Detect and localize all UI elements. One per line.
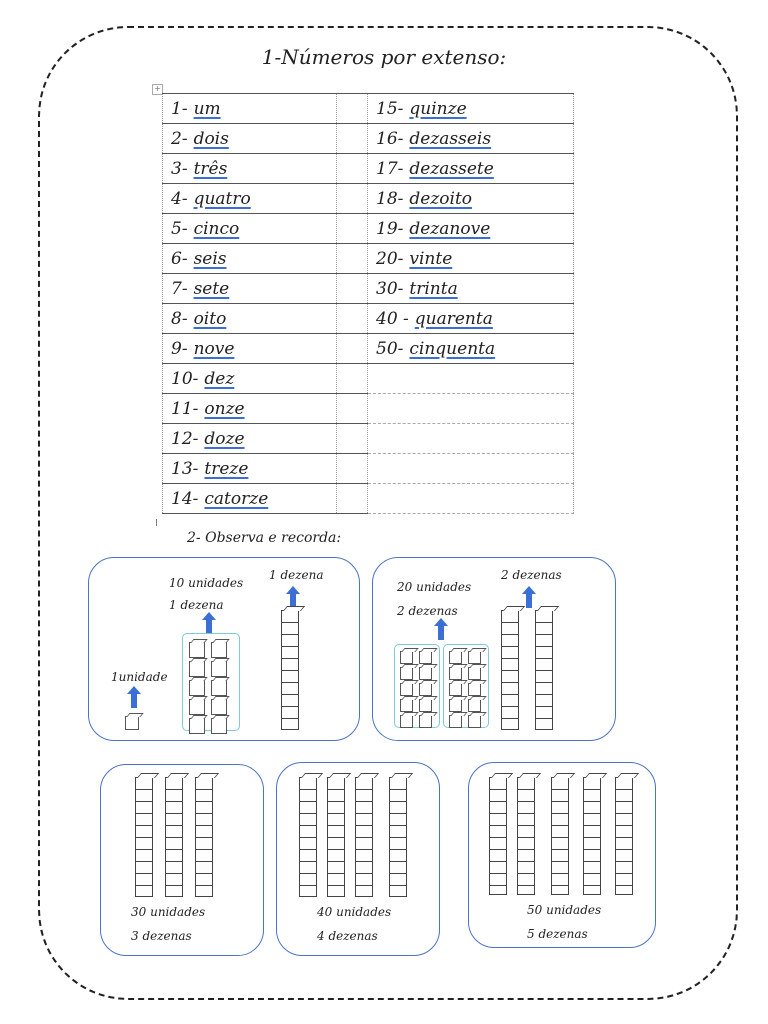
table-row — [163, 484, 574, 514]
number-word: oito — [193, 308, 227, 329]
unit-cube — [211, 661, 227, 677]
table-cell[interactable] — [337, 124, 368, 154]
table-cell[interactable] — [337, 304, 368, 334]
arrow-up-icon — [433, 618, 449, 640]
table-cell[interactable] — [337, 94, 368, 124]
table-row — [163, 454, 574, 484]
number-label: 16- — [376, 128, 404, 149]
table-cell[interactable] — [337, 484, 368, 514]
section-title: 2- Observa e recorda: — [187, 530, 342, 546]
box-one-dezena — [88, 557, 360, 741]
table-cell[interactable] — [337, 364, 368, 394]
number-word: sete — [193, 278, 230, 299]
number-word: quinze — [409, 98, 467, 119]
dezenas-label: 4 dezenas — [317, 929, 378, 943]
table-cell[interactable] — [337, 334, 368, 364]
ten-units-group — [394, 644, 440, 728]
box-two-dezenas — [372, 557, 616, 741]
unit-cube — [211, 718, 227, 734]
table-cell[interactable] — [163, 424, 337, 454]
table-cell[interactable] — [337, 244, 368, 274]
ten-rod — [517, 777, 535, 895]
unit-cube — [419, 683, 432, 696]
number-label: 2- — [171, 128, 188, 149]
number-label: 15- — [376, 98, 404, 119]
number-word: quatro — [193, 188, 251, 209]
table-cell[interactable] — [337, 154, 368, 184]
unit-label: 1unidade — [111, 670, 168, 684]
table-cell[interactable] — [337, 274, 368, 304]
number-label: 19- — [376, 218, 404, 239]
table-cell[interactable] — [163, 124, 337, 154]
unit-cube — [211, 642, 227, 658]
table-cell[interactable] — [368, 394, 574, 424]
ten-rod — [299, 777, 317, 897]
number-label: 18- — [376, 188, 404, 209]
unit-cube — [189, 642, 205, 658]
unit-cube — [189, 699, 205, 715]
ten-rod — [551, 777, 569, 895]
unit-cube — [449, 715, 462, 728]
unit-cube — [449, 683, 462, 696]
units-label: 50 unidades — [527, 903, 602, 917]
number-word: vinte — [409, 248, 453, 269]
table-cell[interactable] — [337, 184, 368, 214]
units-label: 40 unidades — [317, 905, 392, 919]
unit-cube — [400, 667, 413, 680]
table-cell[interactable] — [368, 484, 574, 514]
ten-rod — [327, 777, 345, 897]
table-cell[interactable] — [368, 274, 574, 304]
table-cell[interactable] — [163, 364, 337, 394]
number-word: seis — [193, 248, 227, 269]
dezenas-label: 5 dezenas — [527, 927, 588, 941]
table-row — [163, 94, 574, 124]
ten-rod — [535, 610, 553, 730]
table-row — [163, 154, 574, 184]
number-word: cinco — [193, 218, 240, 239]
table-cell[interactable] — [368, 94, 574, 124]
table-row — [163, 334, 574, 364]
number-word: treze — [204, 458, 249, 479]
unit-cube — [468, 715, 481, 728]
table-row — [163, 214, 574, 244]
number-word: doze — [204, 428, 245, 449]
dezenas-label: 3 dezenas — [131, 929, 192, 943]
table-row — [163, 274, 574, 304]
text-cursor: I — [155, 518, 158, 529]
table-cell[interactable] — [337, 454, 368, 484]
number-label: 4- — [171, 188, 188, 209]
units-label: 20 unidades — [397, 580, 472, 594]
number-label: 10- — [171, 368, 199, 389]
unit-cube — [189, 680, 205, 696]
number-label: 11- — [171, 398, 199, 419]
table-cell[interactable] — [163, 304, 337, 334]
number-word: catorze — [204, 488, 269, 509]
number-word: trinta — [409, 278, 458, 299]
unit-cube — [449, 667, 462, 680]
rod-label: 1 dezena — [269, 568, 324, 582]
table-cell[interactable] — [163, 334, 337, 364]
unit-cube — [468, 667, 481, 680]
unit-cube — [449, 651, 462, 664]
number-label: 6- — [171, 248, 188, 269]
box-three-dezenas — [100, 764, 264, 956]
table-cell[interactable] — [163, 244, 337, 274]
unit-cube — [400, 699, 413, 712]
unit-cube — [400, 651, 413, 664]
number-word: dezanove — [409, 218, 491, 239]
number-label: 12- — [171, 428, 199, 449]
page-title: 1-Números por extenso: — [261, 45, 507, 69]
ten-rod — [615, 777, 633, 895]
arrow-up-icon — [521, 586, 537, 608]
unit-cube — [400, 683, 413, 696]
number-label: 14- — [171, 488, 199, 509]
number-label: 7- — [171, 278, 188, 299]
table-cell[interactable] — [368, 454, 574, 484]
ten-rod — [389, 777, 407, 897]
table-row — [163, 184, 574, 214]
number-label: 17- — [376, 158, 404, 179]
unit-cube — [468, 699, 481, 712]
unit-cube — [189, 661, 205, 677]
number-word: nove — [193, 338, 235, 359]
unit-cube — [419, 667, 432, 680]
unit-cube — [419, 651, 432, 664]
number-label: 50- — [376, 338, 404, 359]
unit-cube — [419, 715, 432, 728]
number-word: cinquenta — [409, 338, 496, 359]
box-five-dezenas — [468, 762, 656, 948]
number-label: 13- — [171, 458, 199, 479]
table-cell[interactable] — [337, 394, 368, 424]
ten-rod — [501, 610, 519, 730]
table-row — [163, 244, 574, 274]
table-cell[interactable] — [368, 364, 574, 394]
table-cell[interactable] — [163, 274, 337, 304]
dezenas-label: 2 dezenas — [397, 604, 458, 618]
number-label: 5- — [171, 218, 188, 239]
unit-cube — [400, 715, 413, 728]
ten-rod — [135, 777, 153, 897]
arrow-up-icon — [126, 686, 142, 708]
table-cell[interactable] — [163, 454, 337, 484]
table-row — [163, 124, 574, 154]
rod-label: 2 dezenas — [501, 568, 562, 582]
number-label: 9- — [171, 338, 188, 359]
ten-rod — [281, 610, 299, 730]
unit-cube — [468, 651, 481, 664]
number-label: 8- — [171, 308, 188, 329]
table-row — [163, 304, 574, 334]
unit-cube — [211, 680, 227, 696]
table-cell[interactable] — [368, 214, 574, 244]
table-cell[interactable] — [163, 214, 337, 244]
units-label: 10 unidades — [169, 576, 244, 590]
table-cell[interactable] — [368, 124, 574, 154]
table-cell[interactable] — [368, 424, 574, 454]
number-word: dezasseis — [409, 128, 492, 149]
table-cell[interactable] — [163, 94, 337, 124]
number-word: dezassete — [409, 158, 494, 179]
number-word: dez — [204, 368, 235, 389]
table-cell[interactable] — [163, 184, 337, 214]
numbers-table — [162, 93, 574, 513]
table-row — [163, 424, 574, 454]
unit-cube — [211, 699, 227, 715]
arrow-up-icon — [201, 612, 217, 634]
number-word: um — [193, 98, 221, 119]
table-cell[interactable] — [163, 394, 337, 424]
table-move-handle[interactable]: + — [152, 84, 163, 95]
ten-rod — [165, 777, 183, 897]
number-label: 40 - — [376, 308, 409, 329]
ten-rod — [583, 777, 601, 895]
unit-cube — [419, 699, 432, 712]
single-unit-cube — [125, 716, 139, 730]
table-cell[interactable] — [368, 184, 574, 214]
table-cell[interactable] — [368, 244, 574, 274]
table-cell[interactable] — [337, 424, 368, 454]
table-row — [163, 394, 574, 424]
unit-cube — [449, 699, 462, 712]
ten-units-group — [182, 633, 240, 731]
table-cell[interactable] — [368, 334, 574, 364]
ten-rod — [195, 777, 213, 897]
ten-units-group — [443, 644, 489, 728]
table-cell[interactable] — [337, 214, 368, 244]
unit-cube — [468, 683, 481, 696]
number-label: 20- — [376, 248, 404, 269]
number-word: três — [193, 158, 228, 179]
table-cell[interactable] — [163, 154, 337, 184]
table-cell[interactable] — [163, 484, 337, 514]
box-four-dezenas — [276, 762, 440, 956]
table-cell[interactable] — [368, 304, 574, 334]
unit-cube — [189, 718, 205, 734]
table-row — [163, 364, 574, 394]
dezena-label: 1 dezena — [169, 598, 224, 612]
number-word: dois — [193, 128, 229, 149]
number-label: 30- — [376, 278, 404, 299]
table-cell[interactable] — [368, 154, 574, 184]
number-word: onze — [204, 398, 245, 419]
units-label: 30 unidades — [131, 905, 206, 919]
arrow-up-icon — [285, 586, 301, 608]
ten-rod — [355, 777, 373, 897]
number-label: 1- — [171, 98, 188, 119]
ten-rod — [489, 777, 507, 895]
number-label: 3- — [171, 158, 188, 179]
number-word: quarenta — [414, 308, 493, 329]
number-word: dezoito — [409, 188, 473, 209]
